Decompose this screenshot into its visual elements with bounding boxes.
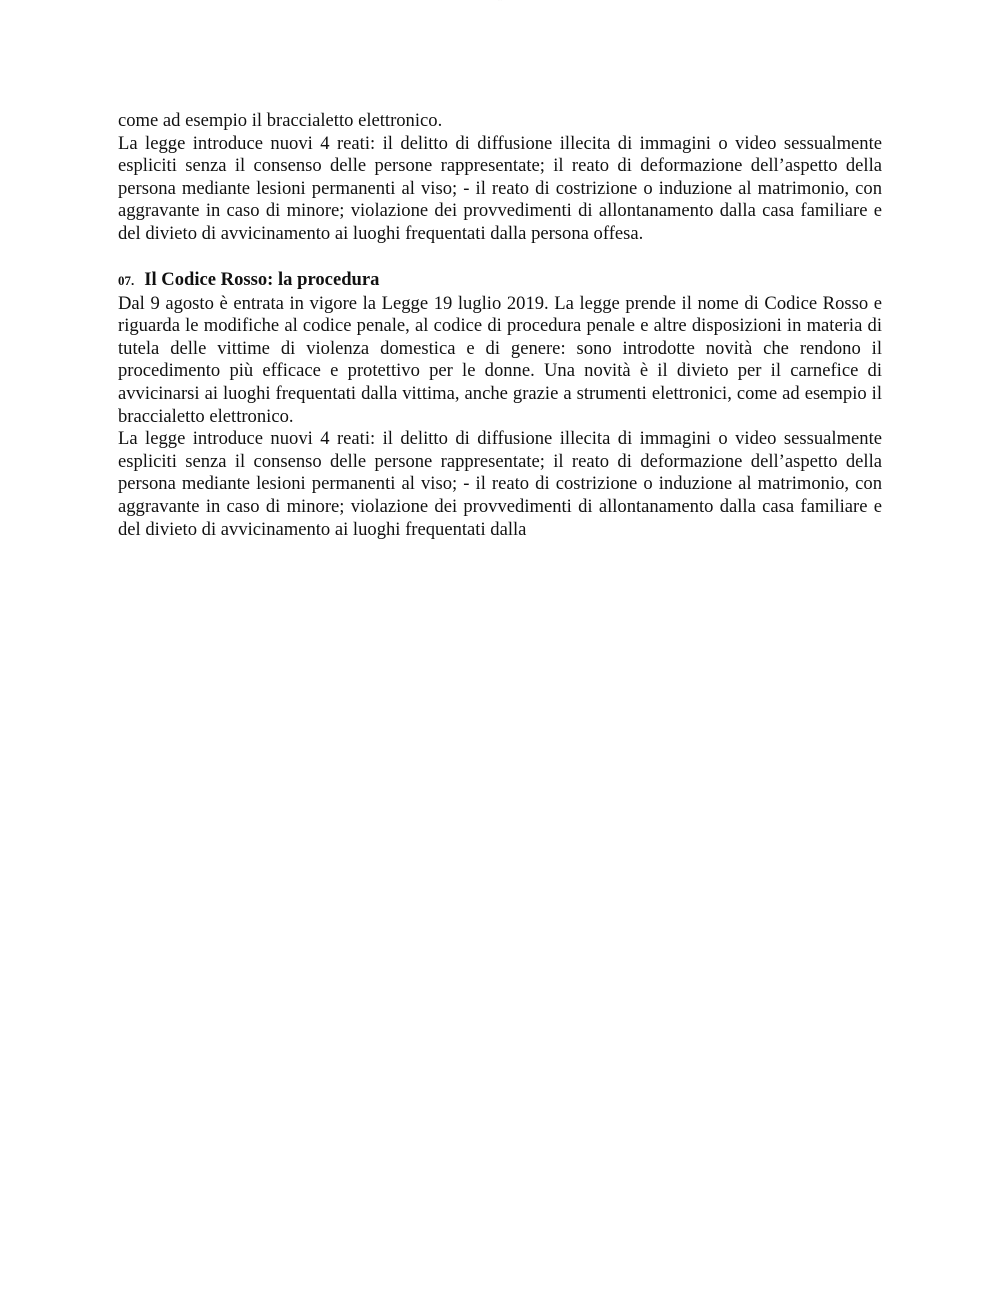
section-paragraph: Dal 9 agosto è entrata in vigore la Legge 19 luglio 2019. La legge prende il nome di Codice Rosso e riguarda le modifiche al codice penale, al codice di procedura penale e altre disposizioni in materia di tutela delle vittime di violenza domestica e di genere: sono introdotte novità che rendono il procedimento più efficace e protettivo per le donne. Una novità è il divieto per il carnefice di avvicinarsi ai luoghi frequentati dalla vittima, anche grazie a strumenti elettronici, come ad esempio il braccialetto elettronico. bbox=[118, 292, 882, 427]
section-title: Il Codice Rosso: la procedura bbox=[144, 268, 380, 290]
section-heading bbox=[118, 268, 882, 293]
reati-paragraph: La legge introduce nuovi 4 reati: il delitto di diffusione illecita di immagini o video sessualmente espliciti senza il consenso delle persone rappresentate; il reato di deformazione dell’aspetto della persona mediante lesioni permanenti al viso; - il reato di costrizione o induzione al matrimonio, con aggravante in caso di minore; violazione dei provvedimenti di allontanamento dalla casa familiare e del divieto di avvicinamento ai luoghi frequentati dalla persona offesa. bbox=[118, 132, 882, 244]
document-body bbox=[118, 110, 882, 541]
continued-paragraph: come ad esempio il braccialetto elettronico. bbox=[118, 110, 443, 131]
page-header-mark: · · · bbox=[498, 0, 502, 2]
section-number: 07. bbox=[118, 272, 135, 288]
section-paragraph-truncated: La legge introduce nuovi 4 reati: il delitto di diffusione illecita di immagini o video sessualmente espliciti senza il consenso delle persone rappresentate; il reato di deformazione dell’aspetto della persona mediante lesioni permanenti al viso; - il reato di costrizione o induzione al matrimonio, con aggravante in caso di minore; violazione dei provvedimenti di allontanamento dalla casa familiare e del divieto di avvicinamento ai luoghi frequentati dalla bbox=[118, 428, 882, 540]
